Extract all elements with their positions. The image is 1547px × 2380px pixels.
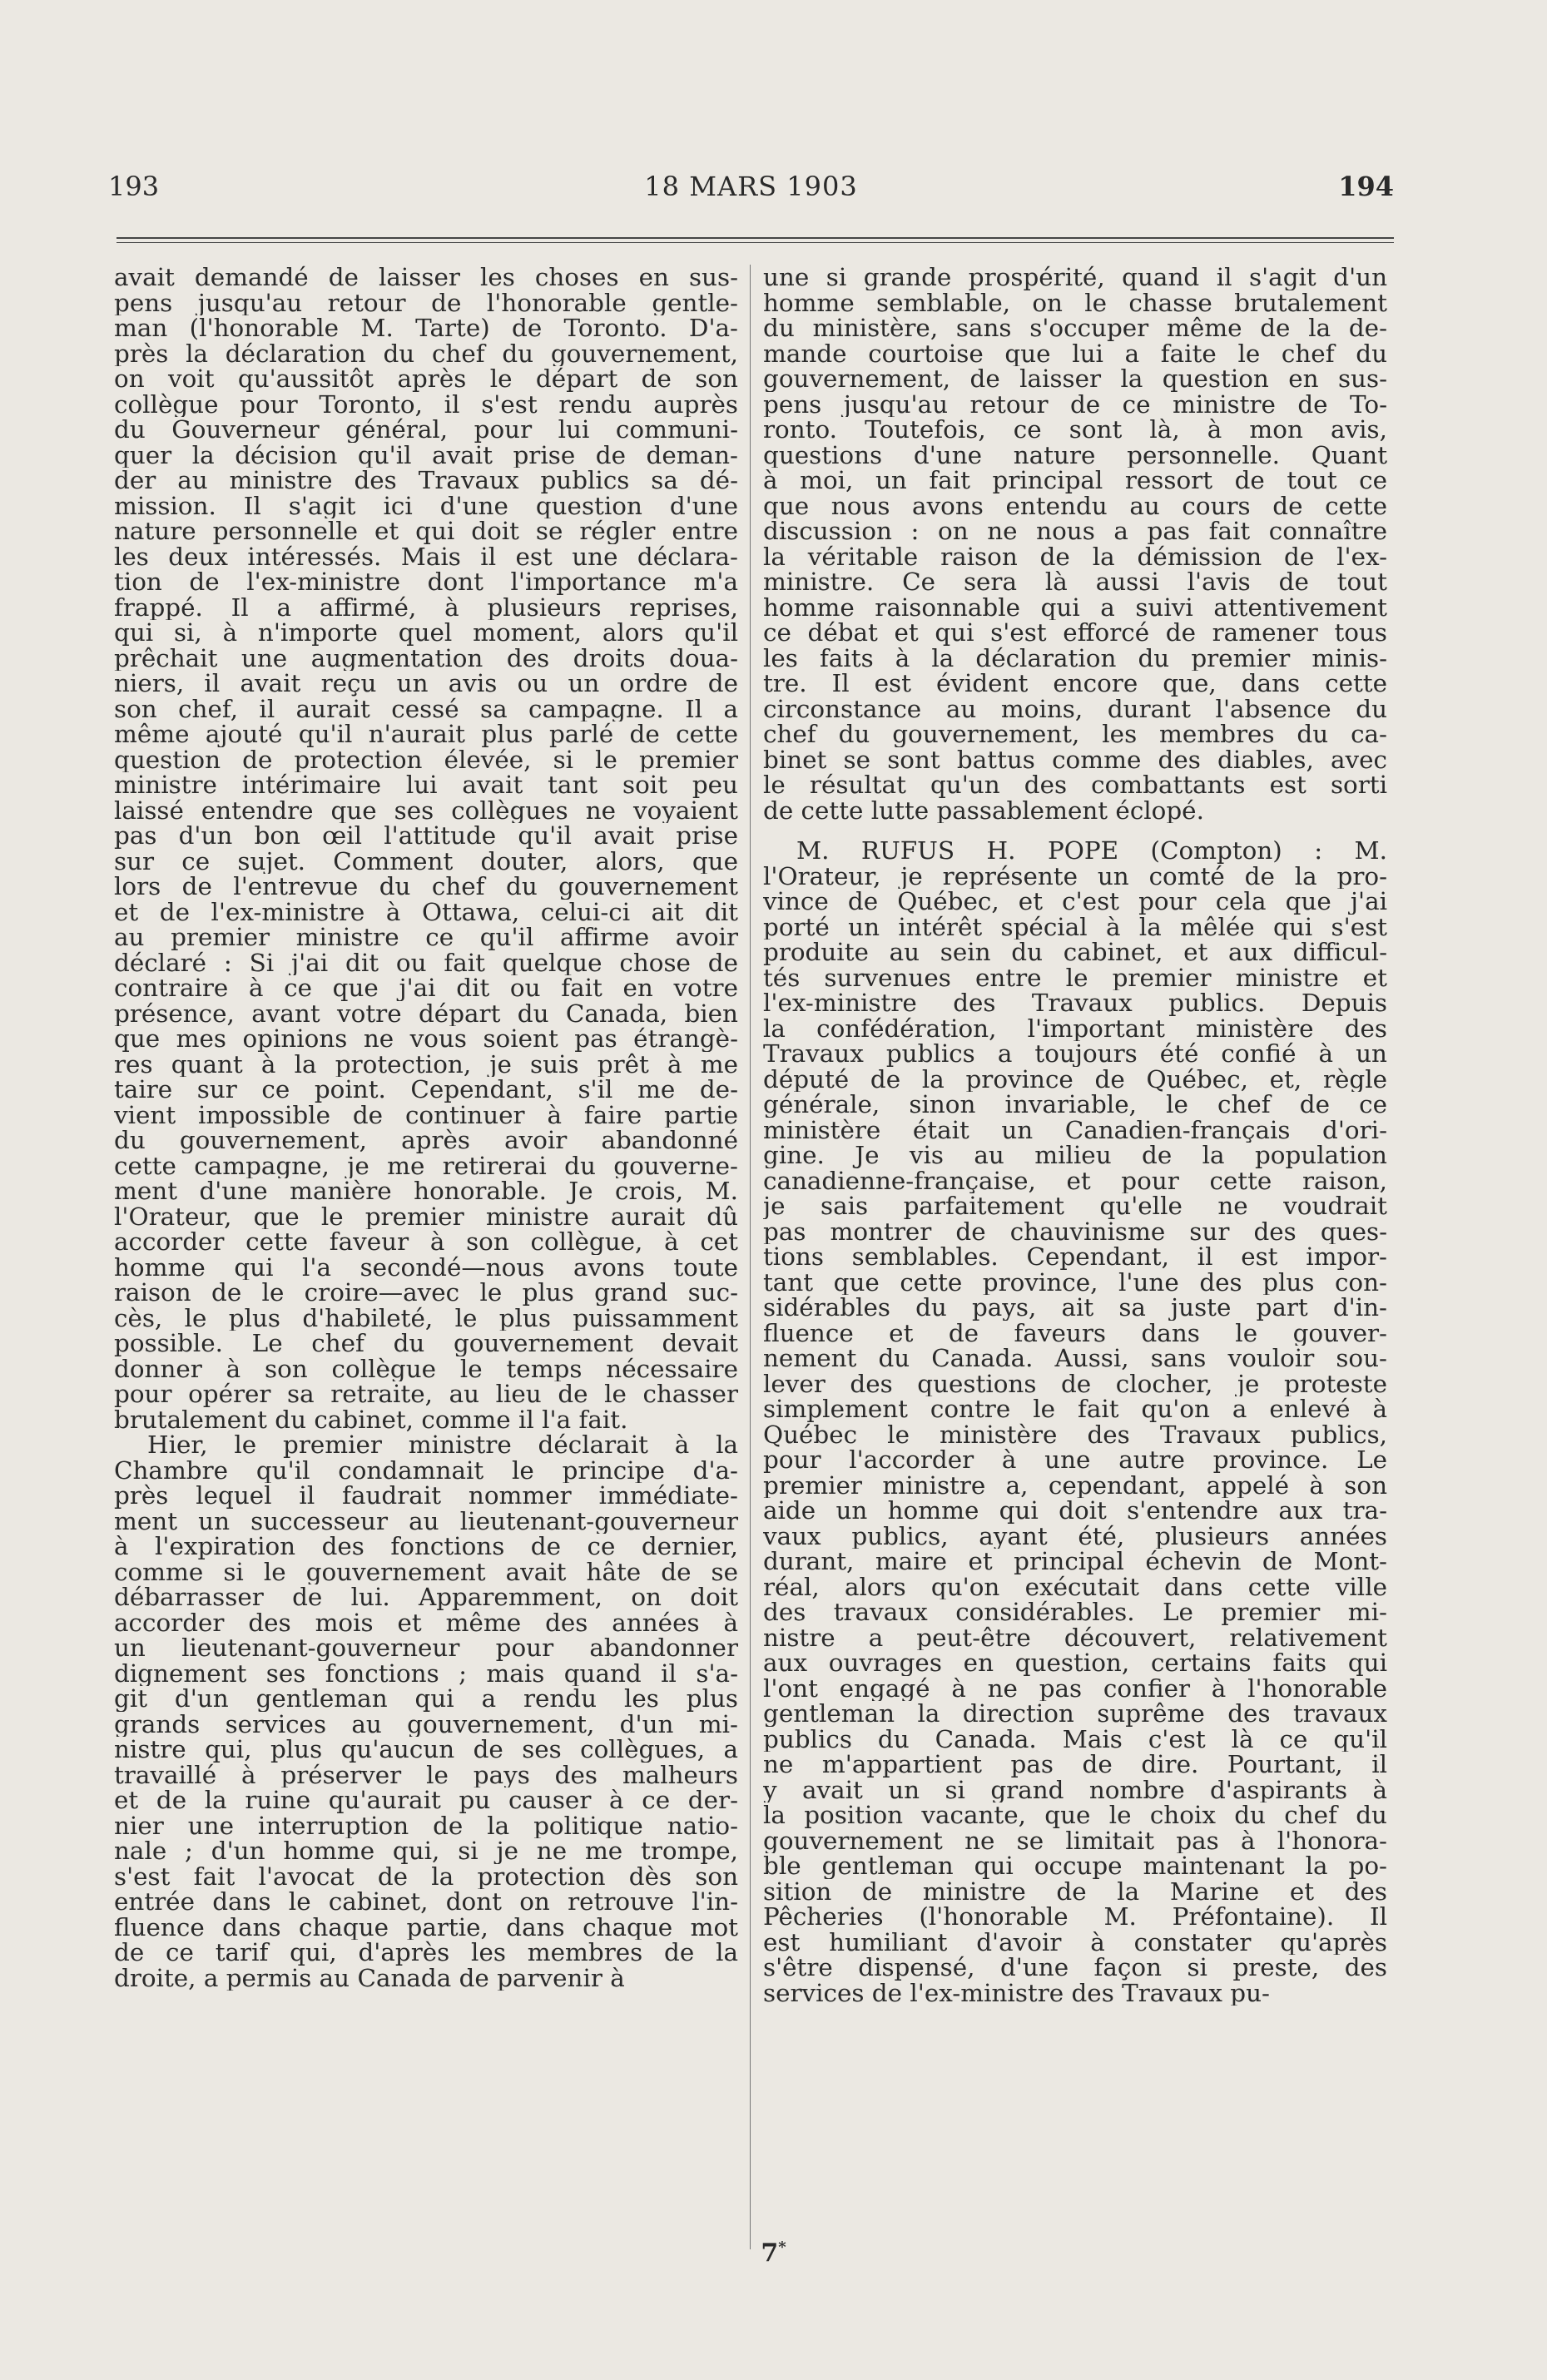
text-line: raison de le croire—avec le plus grand suc- [114, 1280, 738, 1306]
text-line: nement du Canada. Aussi, sans vouloir sou- [763, 1346, 1387, 1371]
text-line: discussion : on ne nous a pas fait connaître [763, 518, 1387, 544]
text-line: nature personnelle et qui doit se régler entre [114, 518, 738, 544]
text-line: ble gentleman qui occupe maintenant la po- [763, 1853, 1387, 1879]
text-line: et de l'ex-ministre à Ottawa, celui-ci ait dit [114, 899, 738, 925]
text-line: des travaux considérables. Le premier mi- [763, 1599, 1387, 1625]
text-line: ce débat et qui s'est efforcé de ramener tous [763, 620, 1387, 646]
text-line: ment un successeur au lieutenant-gouverneur [114, 1508, 738, 1534]
text-line: ministre intérimaire lui avait tant soit peu [114, 772, 738, 798]
text-line: porté un intérêt spécial à la mêlée qui s'est [763, 914, 1387, 940]
text-line: produite au sein du cabinet, et aux difficul- [763, 940, 1387, 965]
page-header [108, 171, 1394, 212]
text-line: fluence dans chaque partie, dans chaque mot [114, 1914, 738, 1940]
text-line: vince de Québec, et c'est pour cela que j'ai [763, 889, 1387, 915]
text-line: nistre a peut-être découvert, relativement [763, 1624, 1387, 1650]
text-line: un lieutenant-gouverneur pour abandonner [114, 1635, 738, 1661]
text-line: tés survenues entre le premier ministre et [763, 964, 1387, 990]
text-line: ronto. Toutefois, ce sont là, à mon avis, [763, 417, 1387, 443]
text-line: réal, alors qu'on exécutait dans cette ville [763, 1574, 1387, 1599]
text-line: la position vacante, que le choix du chef du [763, 1802, 1387, 1828]
text-line: est humiliant d'avoir à constater qu'après [763, 1929, 1387, 1955]
text-line: travaillé à préserver le pays des malheurs [114, 1762, 738, 1787]
text-line: les faits à la déclaration du premier minis- [763, 645, 1387, 671]
text-line: pour opérer sa retraite, au lieu de le chasser [114, 1381, 738, 1407]
text-line: sition de ministre de la Marine et des [763, 1878, 1387, 1904]
text-line: entrée dans le cabinet, dont on retrouve l'in- [114, 1889, 738, 1915]
text-line: déclaré : Si j'ai dit ou fait quelque chose de [114, 950, 738, 975]
text-line: tions semblables. Cependant, il est impor- [763, 1244, 1387, 1270]
text-line: gine. Je vis au milieu de la population [763, 1143, 1387, 1168]
text-line: taire sur ce point. Cependant, s'il me de- [114, 1077, 738, 1103]
text-line: laissé entendre que ses collègues ne voyaient [114, 797, 738, 823]
text-line: ne m'appartient pas de dire. Pourtant, il [763, 1752, 1387, 1778]
text-line: l'Orateur, que le premier ministre aurait dû [114, 1203, 738, 1229]
signature-mark [0, 2239, 1547, 2268]
text-line: près la déclaration du chef du gouvernement, [114, 340, 738, 366]
text-line: du Gouverneur général, pour lui communi- [114, 417, 738, 443]
header-date: 18 MARS 1903 [644, 171, 858, 202]
text-line: le résultat qu'un des combattants est sorti [763, 772, 1387, 798]
text-line: pas d'un bon œil l'attitude qu'il avait prise [114, 823, 738, 849]
text-line: s'est fait l'avocat de la protection dès son [114, 1863, 738, 1889]
text-line: possible. Le chef du gouvernement devait [114, 1331, 738, 1356]
header-rule-thin [117, 242, 1394, 243]
text-line: l'ont engagé à ne pas confier à l'honorable [763, 1675, 1387, 1701]
text-line: aux ouvrages en question, certains faits qui [763, 1650, 1387, 1676]
text-line: homme raisonnable qui a suivi attentivement [763, 594, 1387, 620]
text-line: y avait un si grand nombre d'aspirants à [763, 1777, 1387, 1802]
text-line: nistre qui, plus qu'aucun de ses collègues, a [114, 1737, 738, 1763]
text-line: et de la ruine qu'aurait pu causer à ce der- [114, 1787, 738, 1813]
text-line: droite, a permis au Canada de parvenir à [114, 1965, 625, 1991]
text-line: pens jusqu'au retour de l'honorable gentle- [114, 290, 738, 315]
text-line: ment d'une manière honorable. Je crois, M. [114, 1178, 738, 1204]
text-line: canadienne-française, et pour cette raison, [763, 1168, 1387, 1193]
text-line: donner à son collègue le temps nécessaire [114, 1356, 738, 1381]
text-line: de ce tarif qui, d'après les membres de la [114, 1940, 738, 1966]
left-column [114, 265, 738, 1991]
text-line: grands services au gouvernement, d'un mi- [114, 1711, 738, 1737]
text-line: nale ; d'un homme qui, si je ne me trompe, [114, 1838, 738, 1864]
text-line: vaux publics, ayant été, plusieurs années [763, 1523, 1387, 1549]
text-line: tion de l'ex-ministre dont l'importance m'a [114, 569, 738, 595]
text-line: cette campagne, je me retirerai du gouverne- [114, 1153, 738, 1178]
page-number-left: 193 [108, 171, 160, 202]
text-line: mission. Il s'agit ici d'une question d'une [114, 493, 738, 518]
text-line: vient impossible de continuer à faire partie [114, 1102, 738, 1128]
text-line: l'ex-ministre des Travaux publics. Depuis [763, 990, 1387, 1016]
text-line: accorder des mois et même des années à [114, 1609, 738, 1635]
text-line: homme qui l'a secondé—nous avons toute [114, 1254, 738, 1280]
text-line: débarrasser de lui. Apparemment, on doit [114, 1584, 738, 1610]
text-line: der au ministre des Travaux publics sa dé- [114, 468, 738, 493]
text-line: res quant à la protection, je suis prêt à me [114, 1051, 738, 1077]
text-line: fluence et de faveurs dans le gouver- [763, 1320, 1387, 1346]
header-rule [117, 237, 1394, 239]
text-line: simplement contre le fait qu'on a enlevé à [763, 1396, 1387, 1422]
text-line: avait demandé de laisser les choses en sus- [114, 265, 738, 290]
text-line: son chef, il aurait cessé sa campagne. Il a [114, 696, 738, 721]
text-line: premier ministre a, cependant, appelé à son [763, 1472, 1387, 1498]
text-line: du gouvernement, après avoir abandonné [114, 1128, 738, 1153]
text-line: tre. Il est évident encore que, dans cette [763, 671, 1387, 697]
text-line: s'être dispensé, d'une façon si preste, des [763, 1955, 1387, 1981]
signature-number: 7 [761, 2239, 779, 2268]
text-line: à l'expiration des fonctions de ce dernier, [114, 1534, 738, 1559]
text-line: publics du Canada. Mais c'est là ce qu'il [763, 1726, 1387, 1752]
text-line: sidérables du pays, ait sa juste part d'in- [763, 1295, 1387, 1321]
text-line: ministre. Ce sera là aussi l'avis de tout [763, 569, 1387, 595]
text-line: du ministère, sans s'occuper même de la de- [763, 315, 1387, 341]
right-column [763, 265, 1387, 2006]
text-line: binet se sont battus comme des diables, avec [763, 746, 1387, 772]
text-line: M. RUFUS H. POPE (Compton) : M. [796, 838, 1387, 864]
text-line: niers, il avait reçu un avis ou un ordre de [114, 671, 738, 697]
text-line: Québec le ministère des Travaux publics, [763, 1421, 1387, 1447]
text-line: circonstance au moins, durant l'absence du [763, 696, 1387, 721]
text-line: brutalement du cabinet, comme il l'a fait. [114, 1406, 628, 1432]
left-paragraph-1 [114, 265, 738, 1432]
text-line: prêchait une augmentation des droits doua- [114, 645, 738, 671]
text-line: gentleman la direction suprême des travaux [763, 1701, 1387, 1727]
text-line: pour l'accorder à une autre province. Le [763, 1447, 1387, 1473]
text-line: frappé. Il a affirmé, à plusieurs reprises, [114, 594, 738, 620]
text-line: question de protection élevée, si le premier [114, 746, 738, 772]
text-line: aide un homme qui doit s'entendre aux tra- [763, 1498, 1387, 1524]
text-line: une si grande prospérité, quand il s'agit d'un [763, 265, 1387, 290]
text-line: quer la décision qu'il avait prise de deman- [114, 442, 738, 468]
text-line: qui si, à n'importe quel moment, alors qu'il [114, 620, 738, 646]
text-line: dignement ses fonctions ; mais quand il s'a- [114, 1660, 738, 1686]
text-line: gouvernement ne se limitait pas à l'honora- [763, 1827, 1387, 1853]
right-paragraph-1 [763, 265, 1387, 823]
text-line: au premier ministre ce qu'il affirme avoir [114, 925, 738, 950]
text-line: la véritable raison de la démission de l'ex- [763, 543, 1387, 569]
text-line: durant, maire et principal échevin de Mont- [763, 1549, 1387, 1574]
text-line: Hier, le premier ministre déclarait à la [147, 1432, 738, 1458]
text-line: je sais parfaitement qu'elle ne voudrait [763, 1193, 1387, 1219]
text-line: accorder cette faveur à son collègue, à cet [114, 1229, 738, 1255]
text-line: présence, avant votre départ du Canada, bien [114, 1000, 738, 1026]
text-line: que nous avons entendu au cours de cette [763, 493, 1387, 518]
text-line: les deux intéressés. Mais il est une déclara- [114, 543, 738, 569]
text-line: député de la province de Québec, et, règle [763, 1066, 1387, 1092]
text-line: services de l'ex-ministre des Travaux pu- [763, 1980, 1270, 2006]
page-number-right: 194 [1338, 171, 1394, 202]
text-line: sur ce sujet. Comment douter, alors, que [114, 848, 738, 874]
text-line: l'Orateur, je représente un comté de la pro- [763, 863, 1387, 889]
text-line: pens jusqu'au retour de ce ministre de To- [763, 391, 1387, 417]
text-line: générale, sinon invariable, le chef de ce [763, 1092, 1387, 1118]
text-line: questions d'une nature personnelle. Quant [763, 442, 1387, 468]
right-paragraph-2 [763, 838, 1387, 2006]
text-line: même ajouté qu'il n'aurait plus parlé de cette [114, 721, 738, 747]
text-line: pas montrer de chauvinisme sur des ques- [763, 1218, 1387, 1244]
text-line: contraire à ce que j'ai dit ou fait en votre [114, 975, 738, 1001]
text-line: Travaux publics a toujours été confié à un [763, 1041, 1387, 1067]
text-line: près lequel il faudrait nommer immédiate- [114, 1483, 738, 1509]
column-divider [750, 265, 751, 2249]
text-line: collègue pour Toronto, il s'est rendu auprès [114, 391, 738, 417]
text-line: ministère était un Canadien-français d'ori- [763, 1117, 1387, 1143]
signature-asterisk: * [778, 2239, 786, 2256]
text-line: nier une interruption de la politique natio- [114, 1812, 738, 1838]
text-line: comme si le gouvernement avait hâte de se [114, 1559, 738, 1584]
text-line: la confédération, l'important ministère des [763, 1015, 1387, 1041]
text-line: gouvernement, de laisser la question en sus- [763, 366, 1387, 392]
text-line: lever des questions de clocher, je proteste [763, 1371, 1387, 1396]
text-line: mande courtoise que lui a faite le chef du [763, 340, 1387, 366]
paragraph-gap [763, 823, 1387, 838]
text-line: Chambre qu'il condamnait le principe d'a- [114, 1457, 738, 1483]
text-line: man (l'honorable M. Tarte) de Toronto. D'a- [114, 315, 738, 341]
text-line: que mes opinions ne vous soient pas étrangè- [114, 1026, 738, 1052]
text-line: lors de l'entrevue du chef du gouvernement [114, 874, 738, 900]
text-line: chef du gouvernement, les membres du ca- [763, 721, 1387, 747]
text-line: cès, le plus d'habileté, le plus puissamment [114, 1305, 738, 1331]
left-paragraph-2 [114, 1432, 738, 1991]
text-line: homme semblable, on le chasse brutalement [763, 290, 1387, 315]
text-line: tant que cette province, l'une des plus con- [763, 1269, 1387, 1295]
text-line: Pêcheries (l'honorable M. Préfontaine). Il [763, 1904, 1387, 1930]
text-line: de cette lutte passablement éclopé. [763, 797, 1204, 823]
text-line: on voit qu'aussitôt après le départ de son [114, 366, 738, 392]
text-line: git d'un gentleman qui a rendu les plus [114, 1686, 738, 1712]
text-line: à moi, un fait principal ressort de tout ce [763, 468, 1387, 493]
